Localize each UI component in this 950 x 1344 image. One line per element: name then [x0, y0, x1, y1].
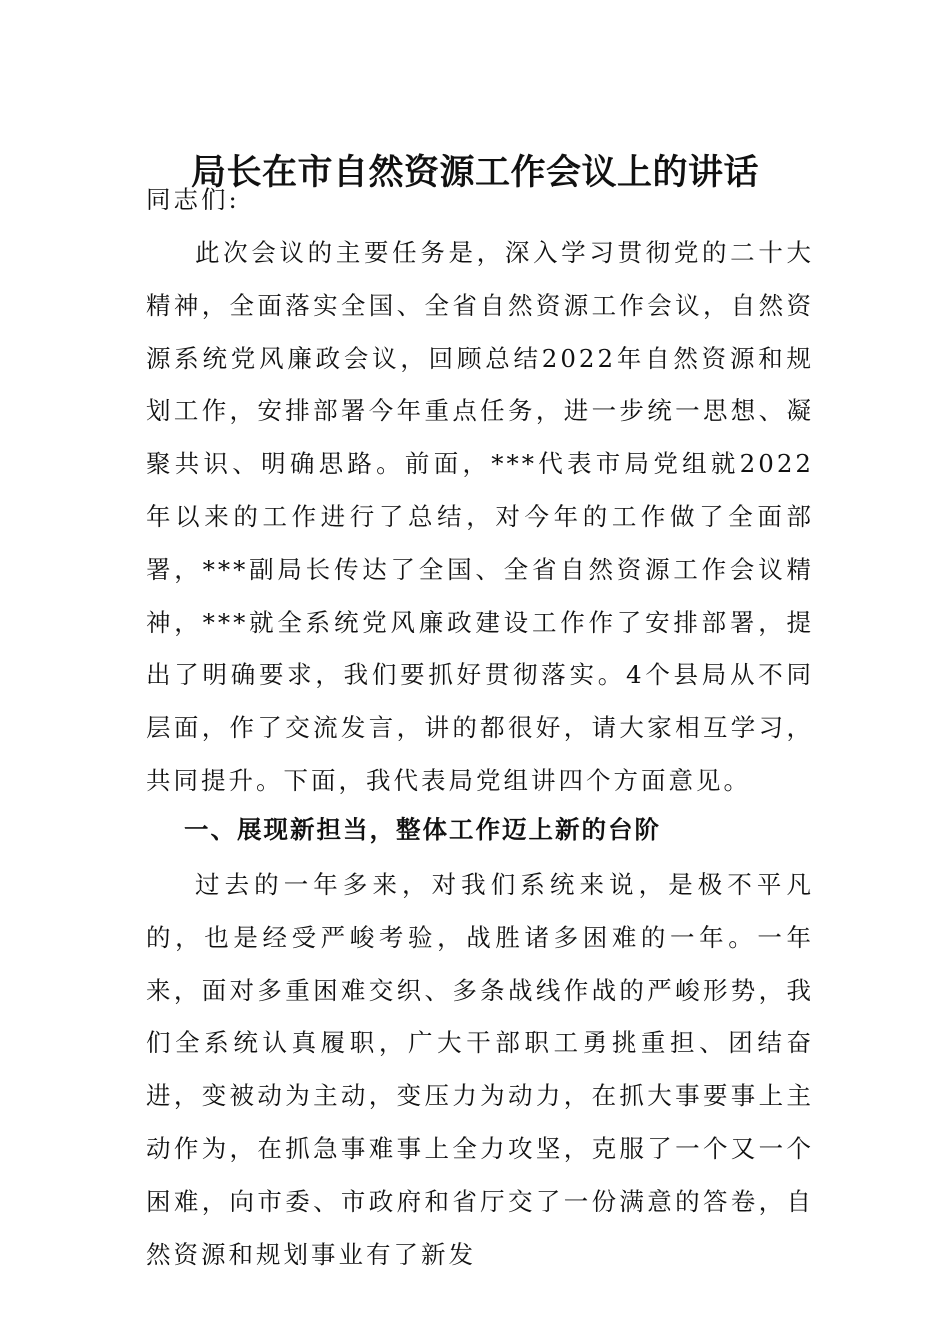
salutation: 同志们:	[146, 185, 240, 214]
section-heading: 一、展现新担当，整体工作迈上新的台阶	[184, 815, 661, 844]
opening-paragraph: 此次会议的主要任务是，深入学习贯彻党的二十大精神，全面落实全国、全省自然资源工作会议，自然资源系统党风廉政会议，回顾总结2022年自然资源和规划工作，安排部署今年重点任务，进一步统一思想、凝聚共识、明确思路。前面，***代表市局党组就2022年以来的工作进行了总结，对今年的工作做了全面部署，***副局长传达了全国、全省自然资源工作会议精神，***就全系统党风廉政建设工作作了安排部署，提出了明确要求，我们要抓好贯彻落实。4个县局从不同层面，作了交流发言，讲的都很好，请大家相互学习，共同提升。下面，我代表局党组讲四个方面意见。	[146, 238, 814, 795]
section-paragraph: 过去的一年多来，对我们系统来说，是极不平凡的，也是经受严峻考验，战胜诸多困难的一年。一年来，面对多重困难交织、多条战线作战的严峻形势，我们全系统认真履职，广大干部职工勇挑重担、团结奋进，变被动为主动，变压力为动力，在抓大事要事上主动作为，在抓急事难事上全力攻坚，克服了一个又一个困难，向市委、市政府和省厅交了一份满意的答卷，自然资源和规划事业有了新发	[146, 870, 814, 1269]
document-title: 局长在市自然资源工作会议上的讲话	[190, 152, 759, 194]
